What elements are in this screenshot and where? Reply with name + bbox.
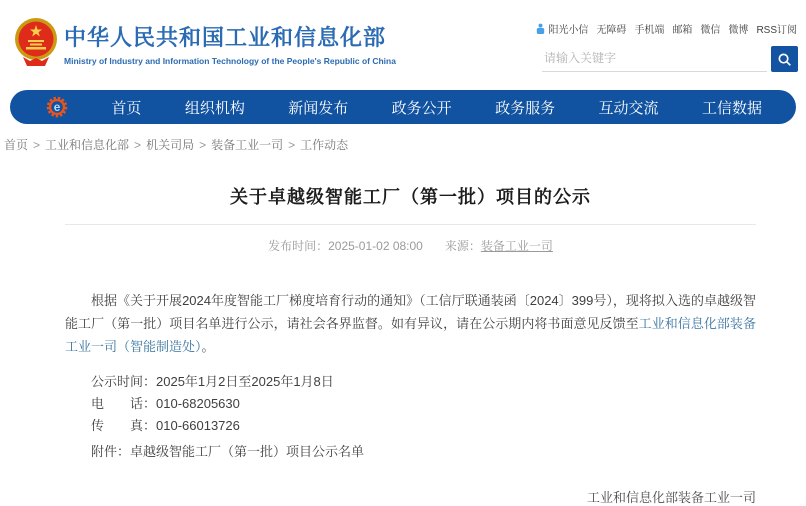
breadcrumb-separator: >: [288, 138, 296, 152]
info-label: 公示时间：: [91, 374, 157, 389]
top-link-accessibility[interactable]: 无障碍: [596, 25, 627, 36]
body-text-before-link: 根据《关于开展2024年度智能工厂梯度培育行动的通知》（工信厅联通装函〔2024〕399号），现将拟入选的卓越级智能工厂（第一批）项目名单进行公示，请社会各界监督。如有异议，请在公示期内将书面意见反馈至: [65, 293, 756, 331]
article-meta: [65, 237, 756, 254]
top-link-mobile[interactable]: 手机端: [634, 25, 665, 36]
top-link-assistant[interactable]: [535, 21, 588, 36]
site-header: [0, 0, 806, 88]
nav-item-news[interactable]: 新闻发布: [288, 99, 349, 117]
contact-info-block: [65, 371, 756, 437]
article-body-paragraph: [65, 289, 756, 358]
info-label: 电 话：: [91, 396, 157, 411]
breadcrumb-home[interactable]: 首页: [4, 138, 29, 152]
attachment-label: 附件：: [91, 444, 131, 459]
nav-item-interaction[interactable]: 互动交流: [598, 99, 659, 117]
miit-gear-logo-icon: [46, 96, 68, 118]
info-value: 2025年1月2日至2025年1月8日: [156, 374, 334, 389]
search-button[interactable]: [771, 46, 798, 72]
article-signature: 工业和信息化部装备工业一司: [586, 490, 756, 505]
search-icon: [777, 52, 792, 67]
info-line-fax: [91, 415, 756, 437]
info-line-phone: [91, 393, 756, 415]
national-emblem: [13, 16, 59, 68]
svg-text:e: e: [53, 100, 61, 115]
breadcrumb-miit[interactable]: 工业和信息化部: [45, 138, 130, 152]
attachment-link[interactable]: 卓越级智能工厂（第一批）项目公示名单: [130, 444, 365, 459]
breadcrumb-separator: >: [33, 138, 41, 152]
source-label: 来源：: [444, 239, 481, 253]
article-title: 关于卓越级智能工厂（第一批）项目的公示: [230, 187, 591, 207]
top-link-wechat[interactable]: 微信: [700, 25, 721, 36]
site-title: 中华人民共和国工业和信息化部: [64, 25, 387, 50]
main-nav: [10, 90, 796, 124]
body-text-after-link: 。: [201, 339, 215, 354]
attachment-line: [65, 441, 756, 463]
nav-item-organization[interactable]: 组织机构: [184, 99, 245, 117]
nav-item-gov-disclosure[interactable]: 政务公开: [391, 99, 452, 117]
top-link-rss[interactable]: RSS订阅: [756, 25, 797, 36]
nav-item-gov-services[interactable]: 政务服务: [495, 99, 556, 117]
breadcrumb: [4, 136, 806, 153]
search-bar: [542, 46, 798, 72]
nav-item-data[interactable]: 工信数据: [701, 99, 762, 117]
top-link-weibo[interactable]: 微博: [728, 25, 749, 36]
info-label: 传 真：: [91, 418, 157, 433]
site-brand: [64, 21, 396, 66]
site-subtitle: Ministry of Industry and Information Technology of the People's Republic of China: [64, 56, 396, 66]
breadcrumb-departments[interactable]: 机关司局: [146, 138, 195, 152]
info-value: 010-68205630: [156, 396, 240, 411]
top-links: [535, 21, 797, 36]
search-input[interactable]: [542, 47, 767, 72]
body-department-link[interactable]: 工业和信息化部装备工业一司（智能制造处）: [65, 316, 756, 354]
title-divider: [65, 224, 756, 225]
publish-time-value: 2025-01-02 08:00: [328, 239, 423, 253]
breadcrumb-separator: >: [134, 138, 142, 152]
breadcrumb-work-updates[interactable]: 工作动态: [300, 138, 349, 152]
breadcrumb-equipment-bureau[interactable]: 装备工业一司: [211, 138, 284, 152]
info-line-public-period: [91, 371, 756, 393]
assistant-robot-icon: [535, 23, 546, 35]
nav-item-home[interactable]: 首页: [111, 99, 142, 117]
top-link-label: 阳光小信: [548, 25, 589, 36]
top-link-mailbox[interactable]: 邮箱: [672, 25, 693, 36]
info-value: 010-66013726: [156, 418, 240, 433]
article: [65, 183, 756, 506]
publish-time-label: 发布时间：: [268, 239, 329, 253]
breadcrumb-separator: >: [199, 138, 207, 152]
source-link[interactable]: 装备工业一司: [480, 239, 553, 253]
